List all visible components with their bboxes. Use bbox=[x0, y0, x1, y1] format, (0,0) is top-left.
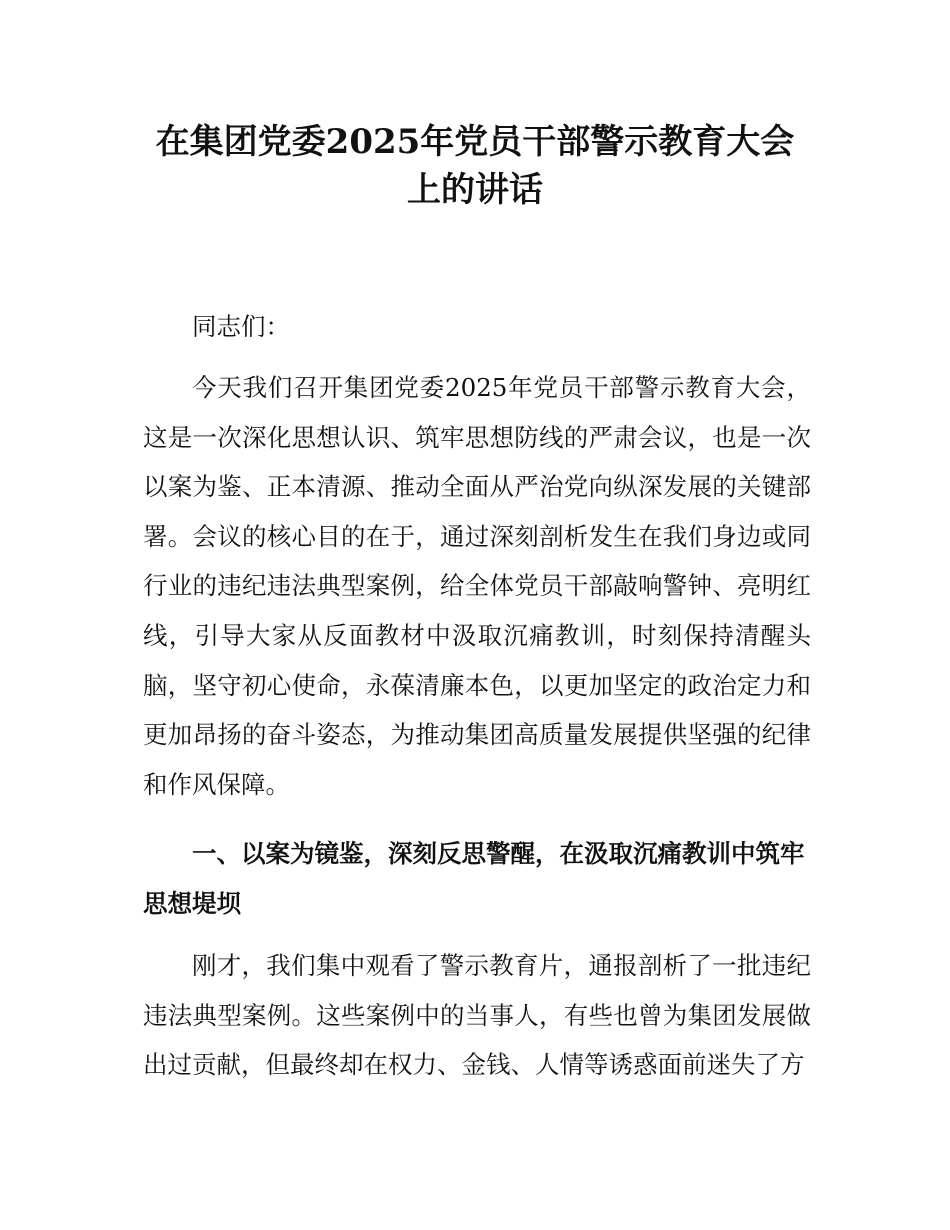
section-heading-1: 一、以案为镜鉴，深刻反思警醒，在汲取沉痛教训中筑牢思想堤坝 bbox=[143, 839, 805, 918]
document-title-line-1: 在集团党委2025年党员干部警示教育大会 bbox=[155, 122, 795, 162]
body-paragraph-1: 今天我们召开集团党委2025年党员干部警示教育大会，这是一次深化思想认识、筑牢思想防线的严肃会议，也是一次以案为鉴、正本清源、推动全面从严治党向纵深发展的关键部署。会议的核心目的在于，通过深刻剖析发生在我们身边或同行业的违纪违法典型案例，给全体党员干部敲响警钟、亮明红线，引导大家从反面教材中汲取沉痛教训，时刻保持清醒头脑，坚守初心使命，永葆清廉本色，以更加坚定的政治定力和更加昂扬的奋斗姿态，为推动集团高质量发展提供坚强的纪律和作风保障。 bbox=[143, 373, 811, 799]
salutation: 同志们： bbox=[192, 312, 290, 341]
body-paragraph-2: 刚才，我们集中观看了警示教育片，通报剖析了一批违纪违法典型案例。这些案例中的当事人，有些也曾为集团发展做出过贡献，但最终却在权力、金钱、人情等诱惑面前迷失了方 bbox=[143, 951, 811, 1080]
document-title-line-2: 上的讲话 bbox=[407, 170, 543, 210]
